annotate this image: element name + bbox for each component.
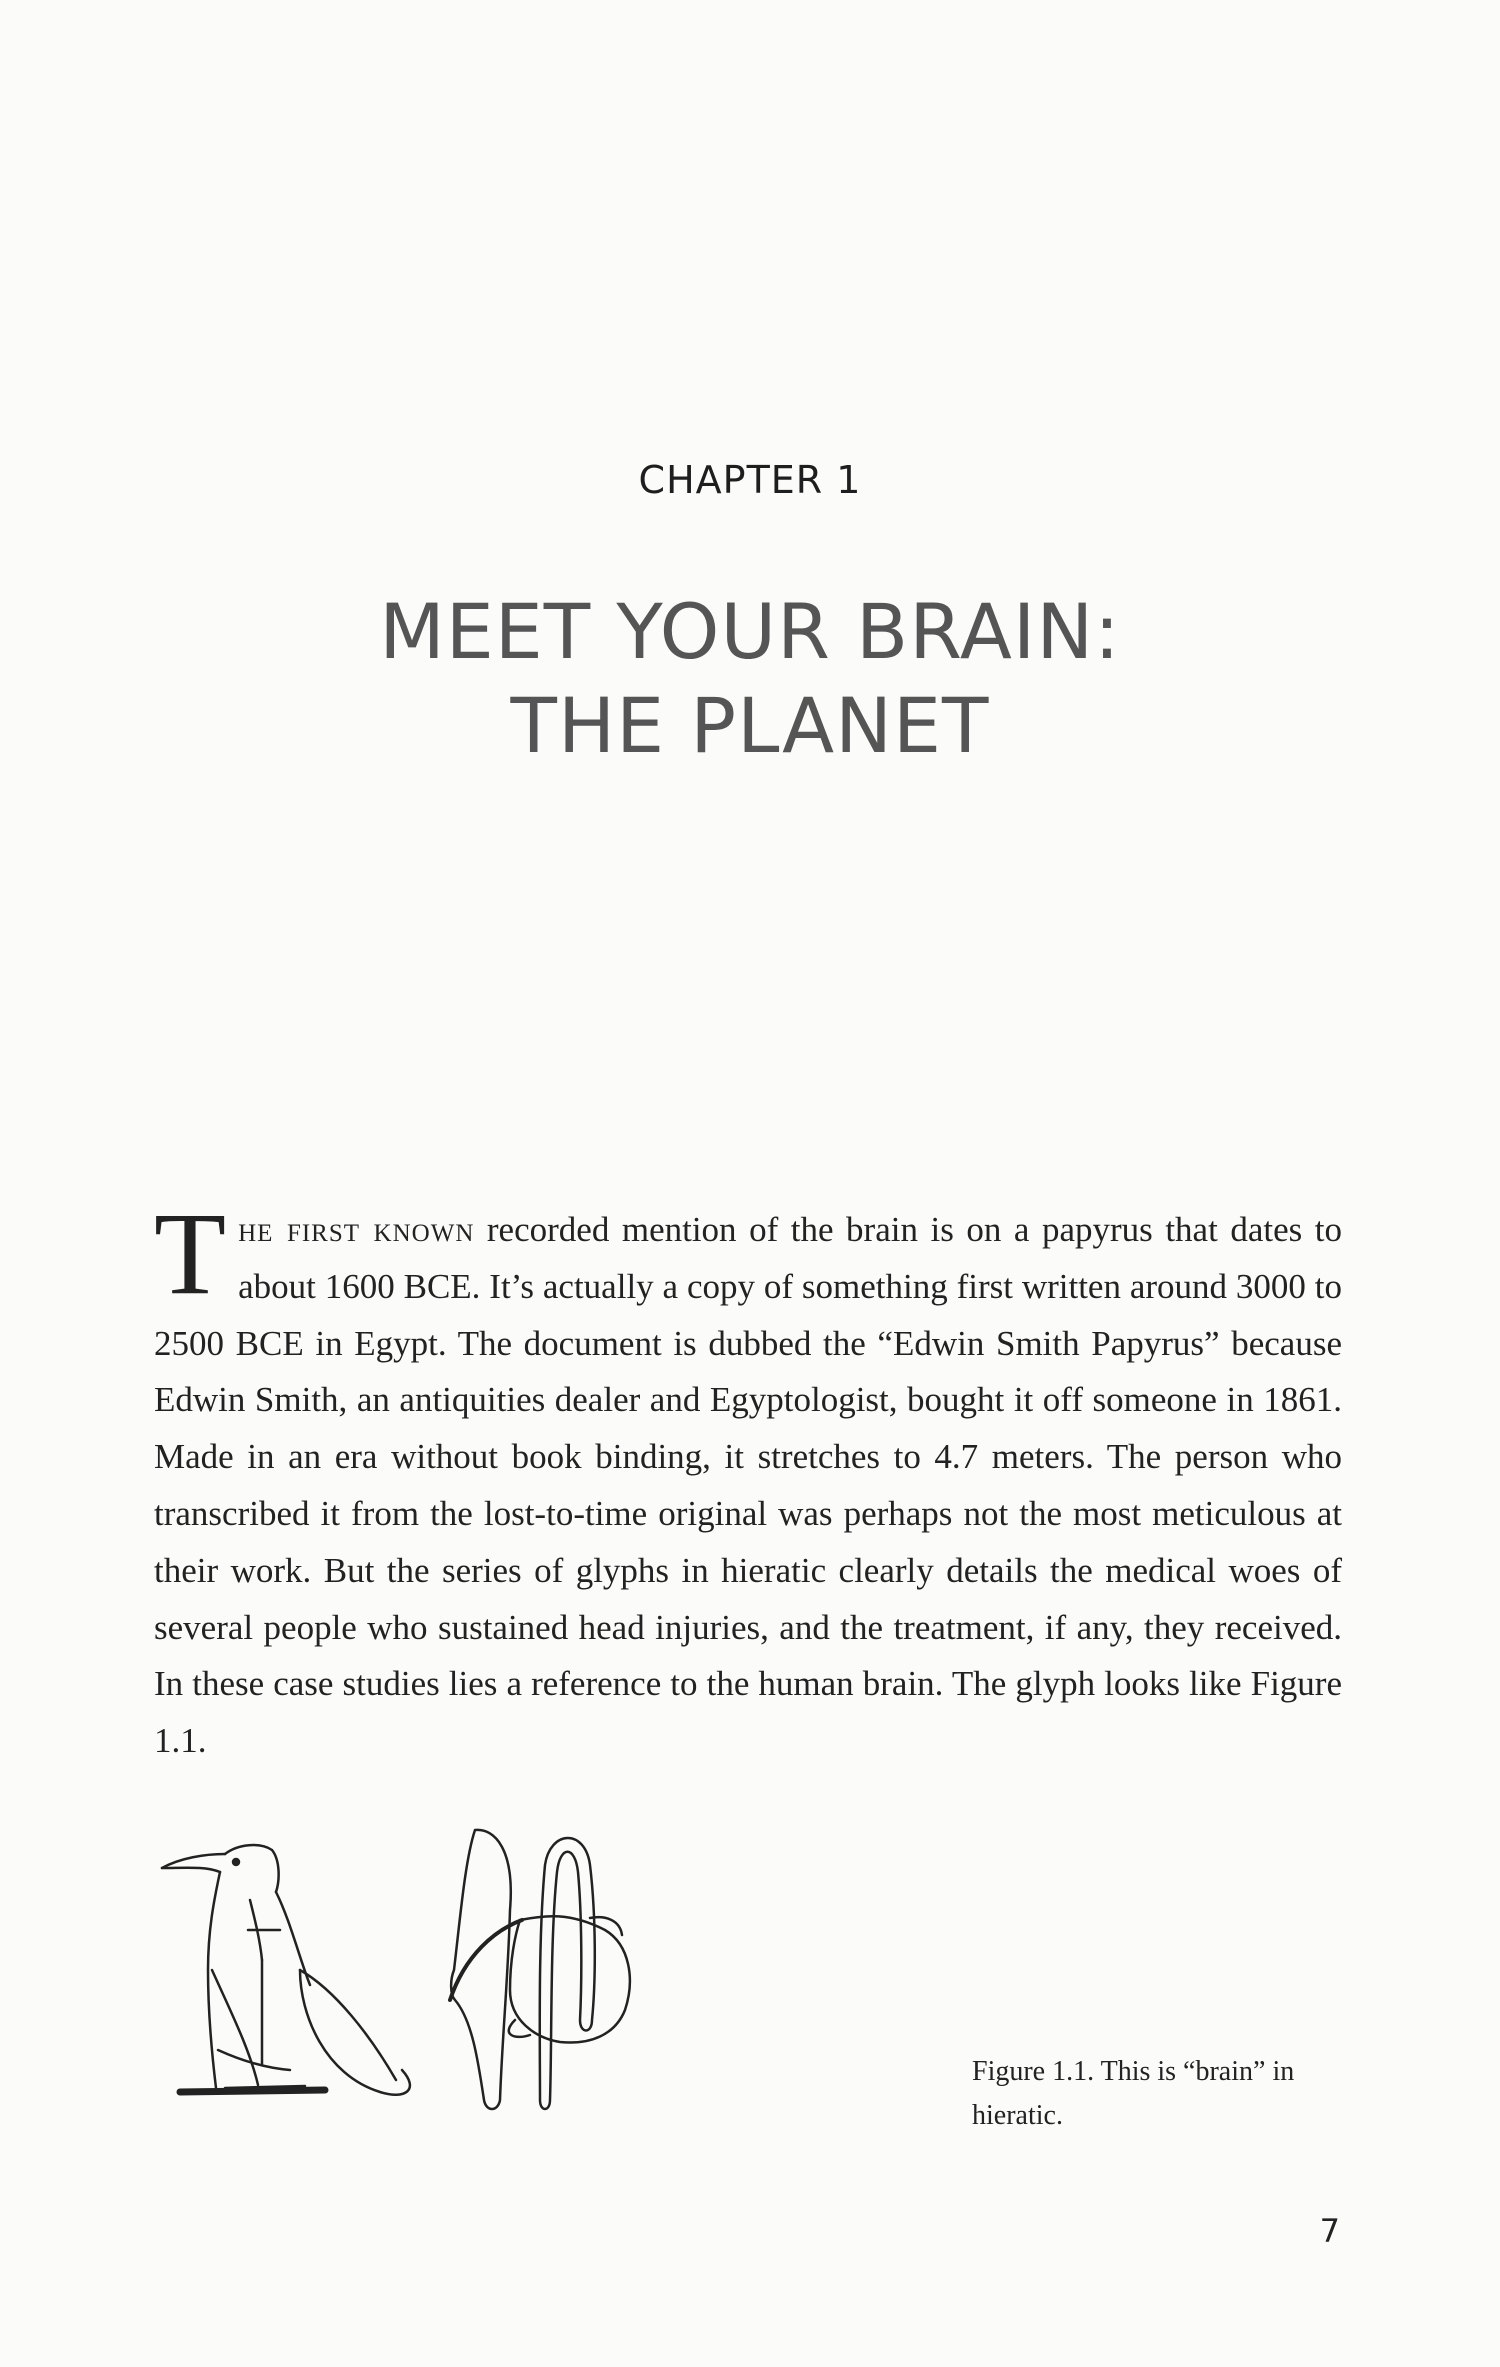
figure-caption: Figure 1.1. This is “brain” in hieratic.	[972, 2056, 1295, 2131]
hieratic-brain-figure	[150, 1820, 950, 2120]
reed-leaf-glyph-icon	[451, 1830, 511, 2109]
vulture-glyph-icon	[162, 1845, 410, 2095]
page-number: 7	[1319, 2212, 1340, 2250]
smallcaps-lead: he first known	[238, 1210, 475, 1249]
chapter-title-line-2: THE PLANET	[510, 681, 990, 770]
tether-loop-glyph-icon	[540, 1838, 595, 2109]
drop-cap: T	[154, 1188, 227, 1319]
vulture-base-line	[180, 2090, 325, 2092]
chapter-title	[0, 585, 1500, 773]
body-paragraph	[154, 1188, 1342, 1770]
chapter-title-line-1: MEET YOUR BRAIN:	[379, 587, 1121, 676]
chapter-label: CHAPTER 1	[638, 458, 862, 502]
paragraph-text: recorded mention of the brain is on a papyrus that dates to about 1600 BCE. It’s actually a copy of something first written around 3000 to 2500 BCE in Egypt. The document is dubbed the “Edwin Smith Papyrus” because Edwin Smith, an antiquities dealer and Egyptologist, bought it off someone in 1861. Made in an era without book binding, it stretches to 4.7 meters. The person who transcribed it from the lost-to-time original was perhaps not the most meticulous at their work. But the series of glyphs in hieratic clearly details the medical woes of several people who sustained head injuries, and the treatment, if any, they received. In these case studies lies a reference to the human brain. The glyph looks like Figure 1.1.	[154, 1210, 1342, 1761]
